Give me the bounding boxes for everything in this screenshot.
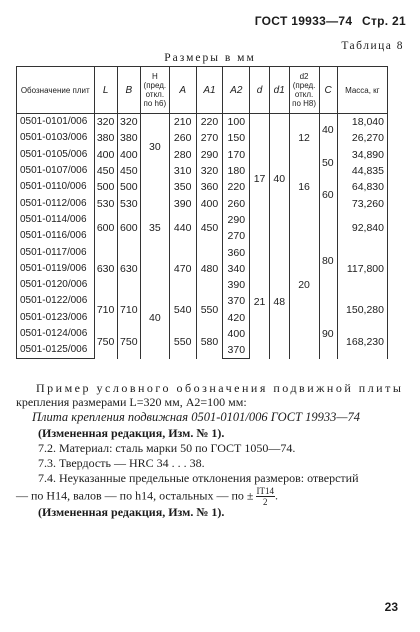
cell-B: 710 [117,293,140,326]
cell-L: 600 [94,212,117,245]
col-designation: Обозначение плит [17,67,95,114]
cell-A1: 550 [196,293,223,326]
cell-A: 350 [169,179,196,195]
cell-C: 80 [319,212,337,310]
item-tolerances-continued: — по H14, валов — по h14, остальных — по ± $\frac{IT14}{2}$ . [16,486,279,507]
cell-B: 320 [117,114,140,131]
cell-A: 390 [169,195,196,211]
table-row [17,114,388,131]
cell-A2: 370 [223,342,250,359]
table-number: Таблица 8 [341,40,404,52]
tolerance-fraction [256,486,276,507]
table-header-row [17,67,388,114]
cell-designation: 0501-0103/006 [17,130,95,146]
cell-A2: 370 [223,293,250,309]
cell-A2: 150 [223,130,250,146]
cell-designation: 0501-0116/006 [17,228,95,244]
cell-A1: 320 [196,163,223,179]
col-d: d [250,67,270,114]
cell-designation: 0501-0122/006 [17,293,95,309]
table-row [17,212,388,228]
cell-A: 540 [169,293,196,326]
cell-d: 21 [250,244,270,359]
cell-B: 630 [117,244,140,293]
cell-C: 60 [319,179,337,212]
cell-designation: 0501-0107/006 [17,163,95,179]
col-d1: d1 [269,67,289,114]
cell-mass: 64,830 [337,179,387,195]
table-row [17,147,388,163]
cell-A2: 390 [223,277,250,293]
col-A1: A1 [196,67,223,114]
cell-d1: 48 [269,244,289,359]
cell-designation: 0501-0117/006 [17,244,95,260]
cell-designation: 0501-0114/006 [17,212,95,228]
cell-A1: 480 [196,244,223,293]
cell-A1: 220 [196,114,223,131]
page-label: Стр. 21 [362,14,406,28]
item-hardness: 7.3. Твердость — HRC 34 . . . 38. [38,456,205,470]
edition-note: (Измененная редакция, Изм. № 1). [38,505,225,519]
cell-H: 40 [140,277,169,359]
cell-mass: 18,040 [337,114,387,131]
item-material: 7.2. Материал: сталь марки 50 по ГОСТ 1050—74. [38,441,296,455]
cell-designation: 0501-0120/006 [17,277,95,293]
col-A2: A2 [223,67,250,114]
cell-mass: 92,840 [337,212,387,245]
cell-H: 30 [140,114,169,180]
cell-designation: 0501-0124/006 [17,326,95,342]
col-A: A [169,67,196,114]
col-d2: d2 (пред. откл. по H8) [289,67,319,114]
cell-A: 470 [169,244,196,293]
cell-A2: 260 [223,195,250,211]
cell-A2: 400 [223,326,250,342]
cell-A: 310 [169,163,196,179]
cell-A1: 580 [196,326,223,359]
page-header [249,14,406,28]
standard-code: ГОСТ 19933—74 [254,14,353,28]
table-row [17,179,388,195]
cell-A: 260 [169,130,196,146]
cell-A2: 420 [223,310,250,326]
cell-mass: 73,260 [337,195,387,211]
example-heading: Пример условного обозначения подвижной плиты [36,381,404,395]
cell-A: 550 [169,326,196,359]
page-number: 23 [384,600,398,614]
item-tolerances: 7.4. Неуказанные предельные отклонения размеров: отверстий [38,471,359,485]
cell-A2: 180 [223,163,250,179]
cell-designation: 0501-0119/006 [17,261,95,277]
cell-B: 530 [117,195,140,211]
cell-A2: 220 [223,179,250,195]
col-B: B [117,67,140,114]
cell-B: 750 [117,326,140,359]
col-mass: Масса, кг [337,67,387,114]
cell-A1: 450 [196,212,223,245]
cell-B: 500 [117,179,140,195]
cell-C: 50 [319,147,337,180]
cell-B: 450 [117,163,140,179]
cell-L: 450 [94,163,117,179]
cell-mass: 150,280 [337,293,387,326]
cell-d2: 20 [289,212,319,359]
cell-designation: 0501-0110/006 [17,179,95,195]
cell-L: 710 [94,293,117,326]
cell-A2: 170 [223,147,250,163]
cell-d1: 40 [269,114,289,245]
cell-L: 400 [94,147,117,163]
col-C: C [319,67,337,114]
cell-A2: 360 [223,244,250,260]
cell-A2: 270 [223,228,250,244]
cell-L: 500 [94,179,117,195]
cell-designation: 0501-0101/006 [17,114,95,131]
col-L: L [94,67,117,114]
dimensions-table [16,66,388,359]
cell-mass: 26,270 [337,130,387,146]
cell-L: 320 [94,114,117,131]
cell-designation: 0501-0123/006 [17,310,95,326]
cell-d2: 16 [289,163,319,212]
cell-designation: 0501-0105/006 [17,147,95,163]
cell-A2: 340 [223,261,250,277]
cell-A1: 360 [196,179,223,195]
cell-B: 600 [117,212,140,245]
cell-mass: 117,800 [337,244,387,293]
cell-L: 380 [94,130,117,146]
cell-mass: 34,890 [337,147,387,163]
cell-L: 630 [94,244,117,293]
fraction-numerator: IT14 [256,486,275,496]
cell-L: 530 [94,195,117,211]
col-H: H (пред. откл. по h6) [140,67,169,114]
cell-mass: 168,230 [337,326,387,359]
cell-A1: 400 [196,195,223,211]
cell-A: 440 [169,212,196,245]
cell-A2: 290 [223,212,250,228]
cell-B: 400 [117,147,140,163]
cell-A1: 270 [196,130,223,146]
cell-L: 750 [94,326,117,359]
cell-C: 90 [319,310,337,359]
table-caption: Размеры в мм [164,52,256,64]
cell-A2: 100 [223,114,250,131]
cell-designation: 0501-0125/006 [17,342,95,359]
cell-B: 380 [117,130,140,146]
edition-note: (Измененная редакция, Изм. № 1). [38,426,225,440]
fraction-denominator: 2 [263,497,268,507]
tolerances-text: — по H14, валов — по h14, остальных — по ± [16,488,254,503]
cell-d: 17 [250,114,270,245]
cell-mass: 44,835 [337,163,387,179]
cell-d2: 12 [289,114,319,163]
example-designation: Плита крепления подвижная 0501-0101/006 ГОСТ 19933—74 [32,410,360,424]
cell-C: 40 [319,114,337,147]
cell-A: 280 [169,147,196,163]
cell-A1: 290 [196,147,223,163]
example-dimensions: крепления размерами L=320 мм, A2=100 мм: [16,395,247,409]
cell-H: 35 [140,179,169,277]
cell-A: 210 [169,114,196,131]
cell-designation: 0501-0112/006 [17,195,95,211]
